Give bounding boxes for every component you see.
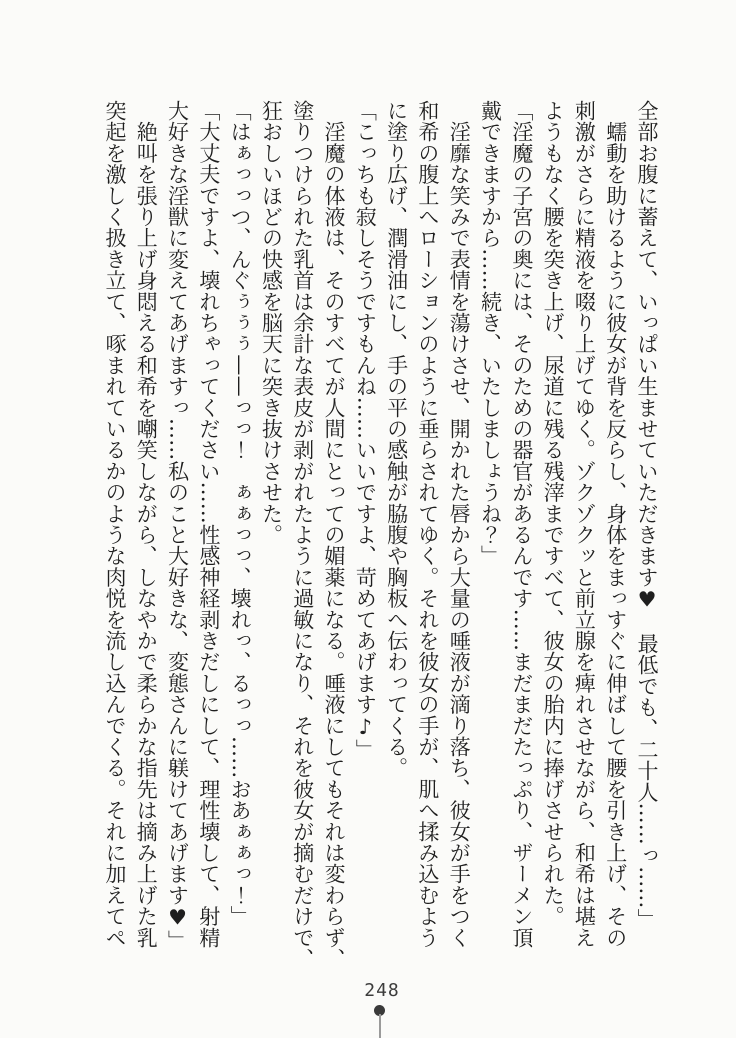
text-line: 全部お腹に蓄えて、いっぱい生ませていただきます♥ 最低でも、二十人……っ……」 xyxy=(635,100,659,930)
binding-stem-line xyxy=(379,1014,381,1038)
text-line: 大好きな淫獣に変えてあげますっ……私のこと大好きな、変態さんに躾けてあげます♥」 xyxy=(165,100,190,951)
text-line: 淫魔の体液は、そのすべてが人間にとっての媚薬になる。唾液にしてもそれは変わらず、 xyxy=(322,100,347,970)
text-line: 和希の腹上へローションのように垂らされてゆく。それを彼女の手が、肌へ揉み込むよう xyxy=(415,100,440,949)
text-line: 蠕動を助けるように彼女が背を反らし、身体をまっすぐに伸ばして腰を引き上げ、その xyxy=(603,100,628,948)
text-line: 刺激がさらに精液を啜り上げてゆく。ゾクゾクッと前立腺を痺れさせながら、和希は堪え xyxy=(572,100,597,948)
text-line: 絶叫を張り上げ身悶える和希を嘲笑しながら、しなやかで柔らかな指先は摘み上げた乳 xyxy=(134,100,159,948)
text-line: 突起を激しく扱き立て、啄まれているかのような肉悦を流し込んでくる。それに加えてペ xyxy=(102,100,127,948)
text-line: 「淫魔の子宮の奥には、そのための器官があるんです……まだまだたっぷり、ザーメン頂 xyxy=(509,100,534,948)
page-number: 248 xyxy=(364,980,400,1001)
text-line: 淫靡な笑みで表情を蕩けさせ、開かれた唇から大量の唾液が滴り落ち、彼女が手をつく xyxy=(447,100,472,948)
text-line: 塗りつけられた乳首は余計な表皮が剥がれたように過敏になり、それを彼女が摘むだけで、 xyxy=(290,100,315,970)
text-line: 戴できますから……続き、いたしましょうね？」 xyxy=(478,100,503,567)
text-line: 「大丈夫ですよ、壊れちゃってください……性感神経剥きだしにして、理性壊して、射精 xyxy=(196,100,221,948)
text-line: ようもなく腰を突き上げ、尿道に残る残滓まですべて、彼女の胎内に捧げさせられた。 xyxy=(541,100,566,927)
text-line: に塗り広げ、潤滑油にし、手の平の感触が脇腹や胸板へ伝わってくる。 xyxy=(384,100,409,779)
text-line: 「はぁっっつ、んぐぅぅぅ——っっ！ ぁぁっっ、壊れっ、るっっ……おあぁぁっ！」 xyxy=(228,100,253,927)
text-line: 「こっちも寂しそうですもんね……いいですよ、苛めてあげます♪」 xyxy=(353,100,378,761)
vertical-text-block xyxy=(99,100,662,970)
text-line: 狂おしいほどの快感を脳天に突き抜けさせた。 xyxy=(259,100,284,546)
